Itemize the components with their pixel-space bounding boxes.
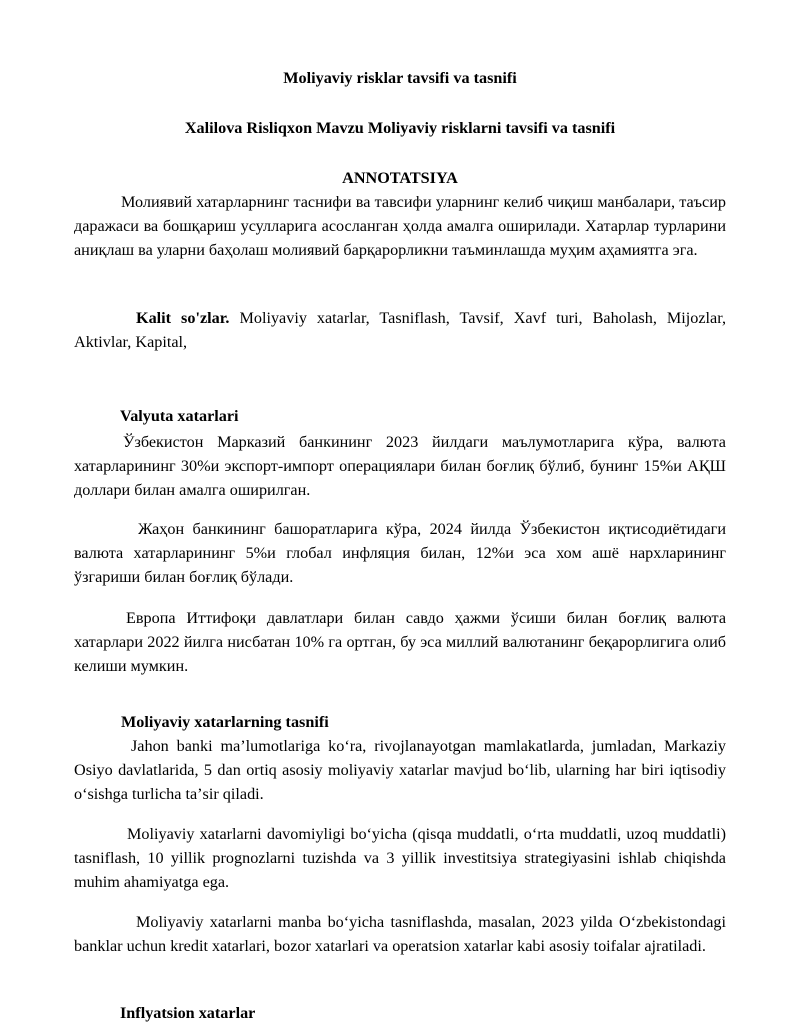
annotation-heading: ANNOTATSIYA bbox=[342, 169, 458, 187]
tasnifi-paragraph-3: Moliyaviy xatarlarni manba boʻyicha tasniflashda, masalan, 2023 yilda Oʻzbekistondagi banklar uchun kredit xatarlari, bozor xatarlari va operatsion xatarlar kabi asosiy toifalar ajratiladi. bbox=[74, 913, 726, 955]
valyuta-paragraph-2: Жаҳон банкининг башоратларига кўра, 2024 йилда Ўзбекистон иқтисодиётидаги валюта хатарларининг 5%и глобал инфляция билан, 12%и эса хом ашё нархларининг ўзгариши билан боғлиқ бўлади. bbox=[74, 520, 726, 586]
keywords-label: Kalit so'zlar. bbox=[136, 309, 230, 327]
section-heading-tasnifi: Moliyaviy xatarlarning tasnifi bbox=[121, 713, 329, 731]
keywords-text: Moliyaviy xatarlar, Tasniflash, Tavsif, Xavf turi, Baholash, Mijozlar, Aktivlar, Kapital, bbox=[74, 309, 726, 351]
document-title: Moliyaviy risklar tavsifi va tasnifi bbox=[283, 69, 517, 87]
tasnifi-paragraph-1: Jahon banki maʼlumotlariga koʻra, rivojlanayotgan mamlakatlarda, jumladan, Markaziy Osiyo davlatlarida, 5 dan ortiq asosiy moliyaviy xatarlar mavjud boʻlib, ularning har biri iqtisodiy oʻsishga turlicha taʼsir qiladi. bbox=[74, 737, 726, 803]
valyuta-paragraph-3: Европа Иттифоқи давлатлари билан савдо ҳажми ўсиши билан боғлиқ валюта хатарлари 2022 йилга нисбатан 10% га ортган, бу эса миллий валютанинг беқарорлигига олиб келиши мумкин. bbox=[74, 609, 726, 675]
document-subtitle: Xalilova Risliqxon Mavzu Moliyaviy risklarni tavsifi va tasnifi bbox=[184, 119, 616, 137]
section-heading-inflyatsion: Inflyatsion xatarlar bbox=[120, 1004, 256, 1022]
valyuta-paragraph-1: Ўзбекистон Марказий банкининг 2023 йилдаги маълумотларига кўра, валюта хатарларининг 30%и экспорт-импорт операциялари билан боғлиқ бўлиб, бунинг 15%и АҚШ доллари билан амалга оширилган. bbox=[74, 433, 726, 499]
section-heading-valyuta: Valyuta xatarlari bbox=[120, 407, 239, 425]
annotation-paragraph: Молиявий хатарларнинг таснифи ва тавсифи уларнинг келиб чиқиш манбалари, таъсир даражаси ва бошқариш усулларига асосланган ҳолда амалга оширилади. Хатарлар турларини аниқлаш ва уларни баҳолаш молиявий барқарорликни таъминлашда муҳим аҳамиятга эга. bbox=[74, 193, 726, 259]
keywords-paragraph bbox=[74, 306, 726, 354]
tasnifi-paragraph-2: Moliyaviy xatarlarni davomiyligi boʻyicha (qisqa muddatli, oʻrta muddatli, uzoq muddatli) tasniflash, 10 yillik prognozlarni tuzishda va 3 yillik investitsiya strategiyasini ishlab chiqishda muhim ahamiyatga ega. bbox=[74, 825, 726, 891]
